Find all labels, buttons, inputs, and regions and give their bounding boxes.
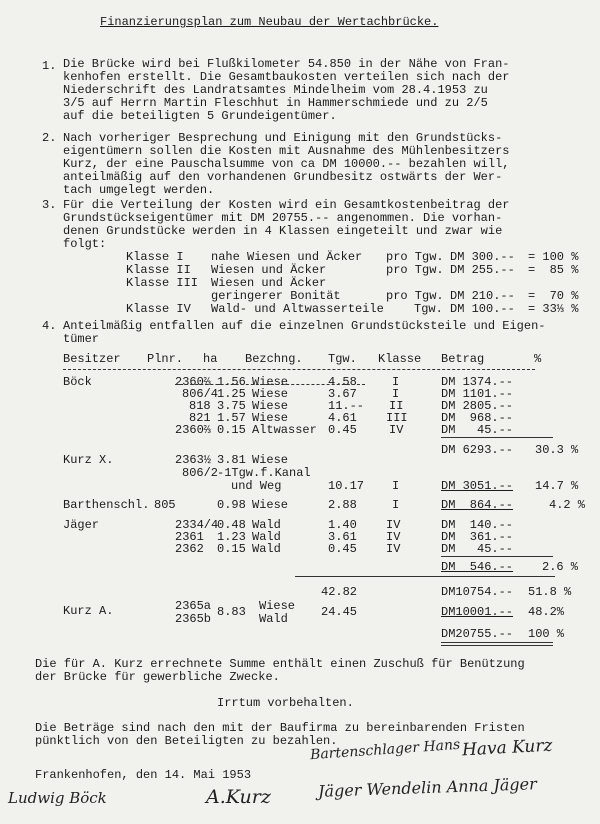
- table-percent: 2.6 %: [542, 560, 579, 574]
- section-2-line: tach umgelegt werden.: [63, 183, 215, 197]
- table-betrag: DM 45.--: [441, 423, 514, 437]
- class-unit: pro Tgw.: [386, 250, 444, 264]
- section-4-line: tümer: [63, 332, 100, 346]
- class-amount: DM 255.--: [450, 263, 515, 277]
- table-ha: 0.98: [217, 498, 246, 512]
- table-owner: Böck: [63, 375, 92, 389]
- table-ha: 0.48: [217, 518, 246, 532]
- table-tgw: 10.17: [328, 479, 365, 493]
- section-1-line: kenhofen erstellt. Die Gesamtbaukosten verteilen sich nach der: [63, 70, 510, 84]
- table-tgw: 1.40: [328, 518, 357, 532]
- table-betrag: DM 1101.--: [441, 387, 514, 401]
- table-ha: und Weg: [231, 479, 282, 493]
- class-name: Klasse IV: [126, 302, 191, 316]
- table-header: Besitzer: [63, 352, 121, 366]
- section-4-number: 4.: [42, 319, 57, 333]
- table-betrag-total: DM10754.--: [441, 585, 514, 599]
- table-klasse: II: [389, 399, 404, 413]
- table-klasse: I: [392, 498, 400, 512]
- total-rule: [295, 576, 555, 577]
- table-betrag: DM 45.--: [441, 542, 514, 556]
- header-rule: [63, 369, 535, 370]
- double-rule: [441, 645, 553, 646]
- table-ha: 0.15: [217, 423, 246, 437]
- class-percent: = 100 %: [528, 250, 579, 264]
- table-ha: 1.57: [217, 411, 246, 425]
- table-betrag-subtotal: DM 6293.--: [441, 443, 514, 457]
- table-header: Klasse: [378, 352, 422, 366]
- table-klasse: I: [392, 387, 400, 401]
- section-3-line: Für die Verteilung der Kosten wird ein Gesamtkostenbeitrag der: [63, 198, 510, 212]
- table-plnr: 821: [189, 411, 211, 425]
- reservation-note: Irrtum vorbehalten.: [217, 696, 354, 710]
- sum-rule: [441, 437, 553, 438]
- class-percent: = 70 %: [528, 289, 579, 303]
- table-plnr: 2334/4: [175, 518, 219, 532]
- table-betrag: DM 2805.--: [441, 399, 514, 413]
- table-tgw: 4.61: [328, 411, 357, 425]
- class-percent: = 85 %: [528, 263, 579, 277]
- table-betrag: DM 361.--: [441, 530, 514, 544]
- table-header: Bezchng.: [245, 352, 303, 366]
- class-unit: pro Tgw.: [386, 263, 444, 277]
- table-ha: 1.25: [217, 387, 246, 401]
- table-klasse: I: [392, 375, 400, 389]
- class-unit: Tgw.: [414, 302, 443, 316]
- class-description: Wiesen und Äcker: [211, 263, 327, 277]
- table-bez: Wald: [252, 542, 281, 556]
- section-2-line: anteilmäßig auf den vorhandenen Grundbesitz ostwärts der Wer-: [63, 170, 503, 184]
- table-plnr: 2360⅔: [175, 423, 212, 437]
- class-description: Wiesen und Äcker: [211, 276, 327, 290]
- section-2-line: Nach vorheriger Besprechung und Einigung mit den Grundstücks-: [63, 131, 503, 145]
- note-line: der Brücke für gewerbliche Zwecke.: [35, 670, 280, 684]
- table-percent: 48.2%: [528, 605, 565, 619]
- table-tgw: 0.45: [328, 542, 357, 556]
- table-tgw: 3.67: [328, 387, 357, 401]
- table-betrag: DM 3051.--: [441, 479, 514, 493]
- table-betrag: DM 140.--: [441, 518, 514, 532]
- table-bez-2: Wald: [259, 612, 288, 626]
- section-4-line: Anteilmäßig entfallen auf die einzelnen Grundstücksteile und Eigen-: [63, 319, 546, 333]
- table-klasse: IV: [386, 542, 401, 556]
- class-name: Klasse III: [126, 276, 199, 290]
- section-3-line: Grundstückseigentümer mit DM 20755.-- angenommen. Die vorhan-: [63, 211, 503, 225]
- table-plnr: 2361: [175, 530, 204, 544]
- section-1-number: 1.: [42, 59, 57, 73]
- table-ha: 3.81: [217, 453, 246, 467]
- double-rule: [441, 642, 553, 643]
- section-2-line: Kurz, der eine Pauschalsumme von ca DM 10000.-- bezahlen will,: [63, 157, 510, 171]
- table-tgw: 4.58: [328, 375, 357, 389]
- section-3-number: 3.: [42, 198, 57, 212]
- table-plnr: 2360⅔: [175, 375, 212, 389]
- class-amount: DM 210.--: [450, 289, 515, 303]
- strike-line: [175, 384, 365, 385]
- section-1-line: 3/5 auf Herrn Martin Fleschhut in Hammerschmiede und zu 2/5: [63, 96, 488, 110]
- table-betrag: DM10001.--: [441, 605, 514, 619]
- table-plnr-2: 2365b: [175, 612, 212, 626]
- table-bez: Wiese: [252, 399, 289, 413]
- table-header: Betrag: [441, 352, 485, 366]
- table-owner: Barthenschl.: [63, 498, 150, 512]
- table-plnr: 805: [154, 498, 176, 512]
- table-percent: 14.7 %: [535, 479, 579, 493]
- table-betrag-grand-total: DM20755.--: [441, 627, 514, 641]
- table-plnr: 818: [189, 399, 211, 413]
- table-tgw: 0.45: [328, 423, 357, 437]
- table-betrag: DM 1374.--: [441, 375, 514, 389]
- signature: Bartenschlager Hans: [309, 736, 461, 764]
- table-ha: 1.56: [217, 375, 246, 389]
- table-tgw: 24.45: [321, 605, 358, 619]
- table-klasse: IV: [386, 530, 401, 544]
- section-2-line: eigentümern sollen die Kosten mit Ausnahme des Mühlenbesitzers: [63, 144, 510, 158]
- table-owner: Kurz X.: [63, 453, 114, 467]
- table-plnr: 2363½: [175, 453, 212, 467]
- section-2-number: 2.: [42, 131, 57, 145]
- table-klasse: IV: [386, 518, 401, 532]
- table-bez: Wiese: [252, 375, 289, 389]
- table-ha: 8.83: [217, 605, 246, 619]
- class-name: Klasse II: [126, 263, 191, 277]
- table-betrag-subtotal: DM 546.--: [441, 560, 514, 574]
- table-tgw: 3.61: [328, 530, 357, 544]
- note-line: Die für A. Kurz errechnete Summe enthält einen Zuschuß für Benützung: [35, 657, 525, 671]
- sum-rule: [441, 556, 553, 557]
- signature: Jäger Wendelin Anna Jäger: [317, 774, 538, 801]
- payment-line: Die Beträge sind nach den mit der Baufirma zu bereinbarenden Fristen: [35, 721, 525, 735]
- section-1-line: Die Brücke wird bei Flußkilometer 54.850 in der Nähe von Fran-: [63, 57, 510, 71]
- table-plnr: 2362: [175, 542, 204, 556]
- table-header: %: [534, 352, 542, 366]
- section-1-line: Niederschrift des Landratsamtes Mindelheim vom 28.4.1953 zu: [63, 83, 488, 97]
- section-3-line: denen Grundstücke werden in 4 Klassen eingeteilt und zwar wie: [63, 224, 503, 238]
- table-ha: -1Tgw.f.Kanal: [217, 466, 311, 480]
- table-owner: Jäger: [63, 518, 100, 532]
- class-amount: DM 100.--: [450, 302, 515, 316]
- class-amount: DM 300.--: [450, 250, 515, 264]
- table-bez: Wiese: [259, 599, 296, 613]
- class-percent: = 33⅓ %: [528, 302, 579, 316]
- signature: A.Kurz: [206, 786, 271, 808]
- table-header: ha: [203, 352, 218, 366]
- table-header: Plnr.: [147, 352, 184, 366]
- table-percent: 100 %: [528, 627, 565, 641]
- table-bez: Altwasser: [252, 423, 317, 437]
- table-plnr: 806/4: [182, 387, 219, 401]
- table-bez: Wald: [252, 518, 281, 532]
- signature: Hava Kurz: [461, 735, 553, 761]
- table-klasse: IV: [389, 423, 404, 437]
- payment-line: pünktlich von den Beteiligten zu bezahlen.: [35, 734, 338, 748]
- table-bez: Wiese: [252, 498, 289, 512]
- document-title: Finanzierungsplan zum Neubau der Wertachbrücke.: [100, 15, 439, 29]
- section-3-line: folgt:: [63, 237, 107, 251]
- class-description: nahe Wiesen und Äcker: [211, 250, 363, 264]
- table-bez: Wiese: [252, 411, 289, 425]
- table-klasse: III: [386, 411, 408, 425]
- table-percent: 30.3 %: [535, 443, 579, 457]
- table-ha: 0.15: [217, 542, 246, 556]
- table-ha: 3.75: [217, 399, 246, 413]
- table-betrag: DM 864.--: [441, 498, 514, 512]
- table-tgw: 2.88: [328, 498, 357, 512]
- table-tgw: 11.--: [328, 399, 365, 413]
- table-ha: 1.23: [217, 530, 246, 544]
- table-bez: Wiese: [252, 387, 289, 401]
- signature: Ludwig Böck: [8, 789, 107, 807]
- table-bez: Wald: [252, 530, 281, 544]
- table-tgw-total: 42.82: [321, 585, 358, 599]
- table-percent: 4.2 %: [549, 498, 586, 512]
- table-plnr: 806/2: [182, 466, 219, 480]
- class-name: Klasse I: [126, 250, 184, 264]
- table-betrag: DM 968.--: [441, 411, 514, 425]
- table-owner: Kurz A.: [63, 604, 114, 618]
- class-description-2: geringerer Bonität: [211, 289, 341, 303]
- section-1-line: auf die beteiligten 5 Grundeigentümer.: [63, 109, 337, 123]
- class-description: Wald- und Altwasserteile: [211, 302, 384, 316]
- table-percent: 51.8 %: [528, 585, 572, 599]
- class-unit: pro Tgw.: [386, 289, 444, 303]
- place-date: Frankenhofen, den 14. Mai 1953: [35, 768, 252, 782]
- table-header: Tgw.: [328, 352, 357, 366]
- table-klasse: I: [392, 479, 400, 493]
- table-plnr: 2365a: [175, 599, 212, 613]
- table-bez: Wiese: [252, 453, 289, 467]
